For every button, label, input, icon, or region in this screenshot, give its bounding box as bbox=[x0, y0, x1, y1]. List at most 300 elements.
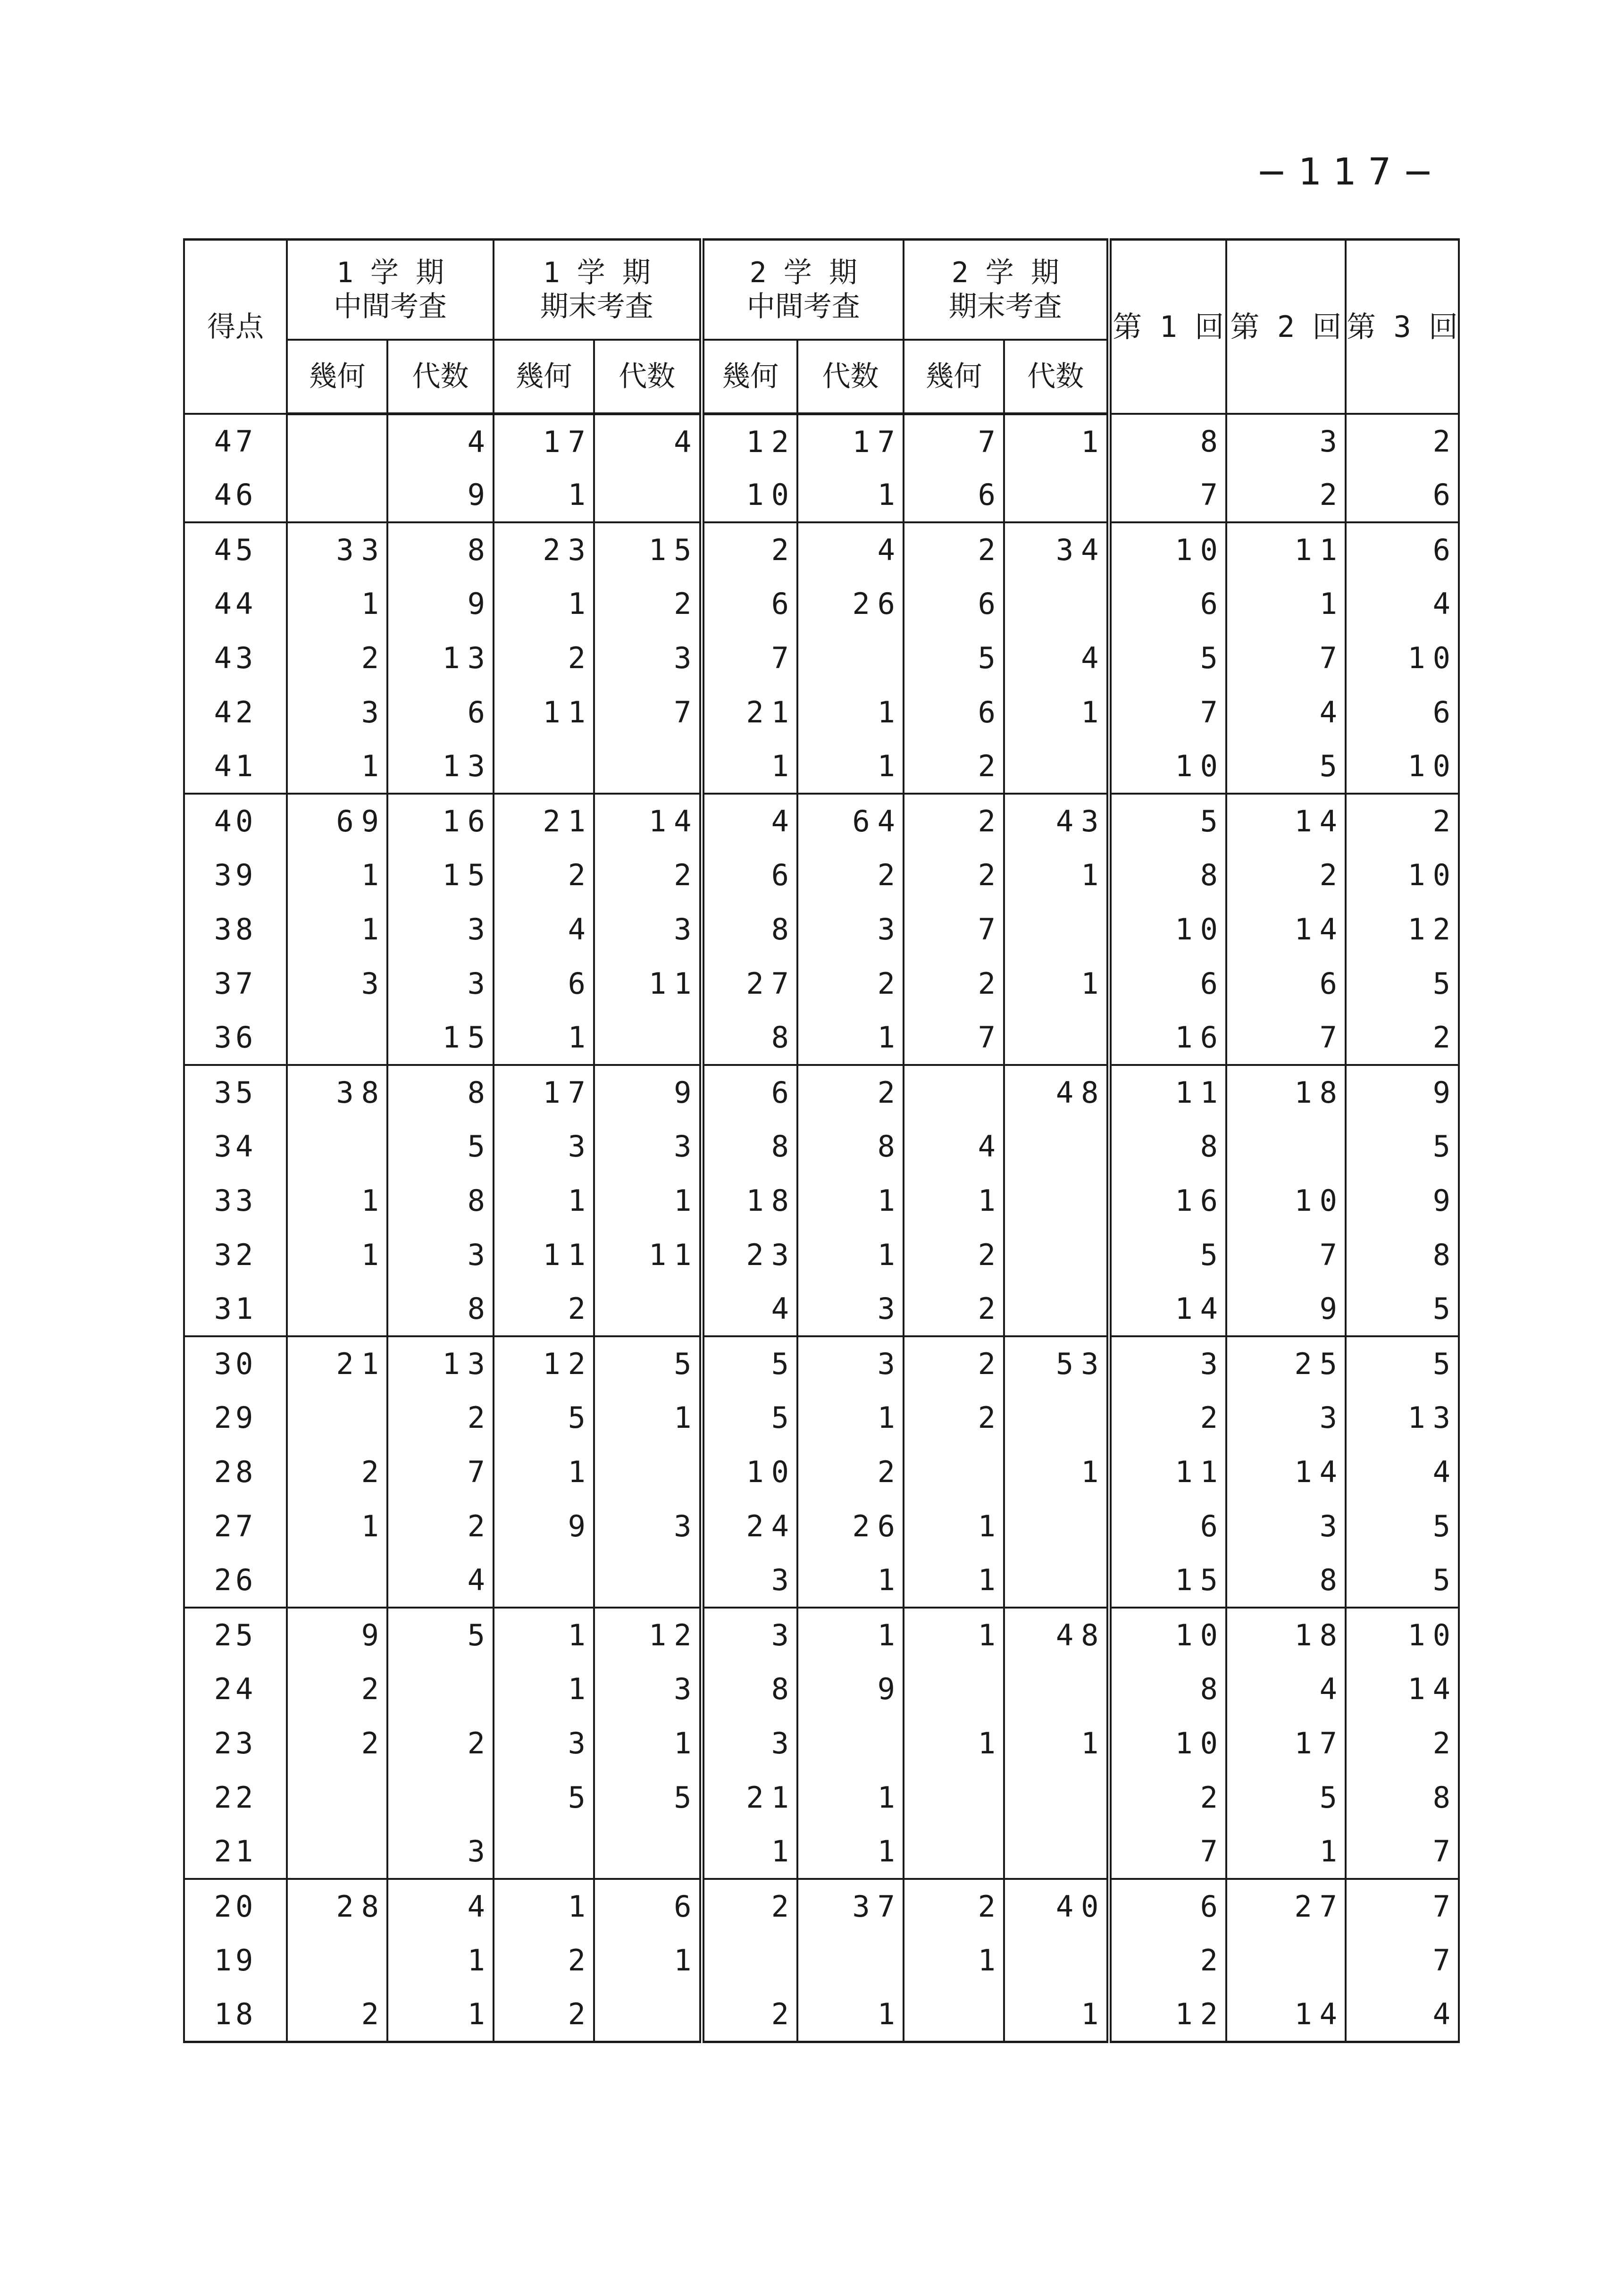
count-cell bbox=[387, 1662, 494, 1716]
count-cell: 1 bbox=[797, 1011, 904, 1065]
score-cell: 46 bbox=[184, 468, 287, 522]
table-row bbox=[184, 1445, 1459, 1499]
count-cell: 8 bbox=[1109, 848, 1226, 902]
count-cell: 5 bbox=[702, 1391, 797, 1445]
score-cell: 34 bbox=[184, 1119, 287, 1173]
count-cell: 4 bbox=[702, 1282, 797, 1336]
count-cell: 25 bbox=[1226, 1336, 1346, 1391]
count-cell: 10 bbox=[1346, 739, 1459, 794]
subject-header: 代数 bbox=[797, 340, 904, 414]
count-cell: 1 bbox=[494, 1879, 594, 1933]
term-header-line: 期末考査 bbox=[540, 290, 653, 323]
count-cell: 21 bbox=[494, 794, 594, 848]
table-row bbox=[184, 1662, 1459, 1716]
count-cell: 2 bbox=[1346, 1011, 1459, 1065]
count-cell: 10 bbox=[702, 468, 797, 522]
count-cell bbox=[287, 1282, 387, 1336]
count-cell bbox=[1004, 577, 1109, 631]
table-row bbox=[184, 522, 1459, 577]
count-cell: 21 bbox=[287, 1336, 387, 1391]
count-cell: 6 bbox=[1109, 577, 1226, 631]
count-cell: 1 bbox=[387, 1933, 494, 1987]
count-cell: 4 bbox=[387, 1553, 494, 1608]
count-cell bbox=[594, 1825, 702, 1879]
score-cell: 38 bbox=[184, 902, 287, 956]
count-cell bbox=[1226, 1933, 1346, 1987]
count-cell: 1 bbox=[797, 1987, 904, 2042]
count-cell: 1 bbox=[797, 468, 904, 522]
term-header-2 bbox=[494, 240, 702, 340]
score-cell: 44 bbox=[184, 577, 287, 631]
count-cell: 4 bbox=[904, 1119, 1004, 1173]
score-cell: 23 bbox=[184, 1716, 287, 1770]
count-cell: 1 bbox=[797, 1553, 904, 1608]
count-cell: 6 bbox=[1346, 685, 1459, 739]
count-cell: 9 bbox=[1226, 1282, 1346, 1336]
table-row bbox=[184, 794, 1459, 848]
count-cell: 4 bbox=[1346, 577, 1459, 631]
subject-header: 代数 bbox=[387, 340, 494, 414]
count-cell: 11 bbox=[1109, 1445, 1226, 1499]
count-cell: 1 bbox=[1004, 685, 1109, 739]
count-cell: 11 bbox=[594, 1228, 702, 1282]
count-cell bbox=[287, 414, 387, 468]
score-cell: 21 bbox=[184, 1825, 287, 1879]
count-cell: 14 bbox=[1226, 1445, 1346, 1499]
count-cell: 8 bbox=[387, 522, 494, 577]
count-cell bbox=[1004, 1553, 1109, 1608]
table-row bbox=[184, 1173, 1459, 1228]
subject-header: 幾何 bbox=[904, 340, 1004, 414]
count-cell: 5 bbox=[1346, 1553, 1459, 1608]
table-row bbox=[184, 956, 1459, 1011]
term-header-line: 1 学 期 bbox=[336, 256, 444, 289]
count-cell: 34 bbox=[1004, 522, 1109, 577]
count-cell bbox=[287, 1011, 387, 1065]
count-cell: 15 bbox=[387, 848, 494, 902]
count-cell: 1 bbox=[494, 577, 594, 631]
count-cell: 2 bbox=[1346, 794, 1459, 848]
count-cell bbox=[594, 468, 702, 522]
count-cell: 1 bbox=[1004, 1445, 1109, 1499]
count-cell: 1 bbox=[594, 1716, 702, 1770]
count-cell: 13 bbox=[387, 739, 494, 794]
count-cell: 2 bbox=[904, 522, 1004, 577]
count-cell: 2 bbox=[797, 1065, 904, 1119]
table-row bbox=[184, 1499, 1459, 1553]
count-cell: 5 bbox=[1346, 1282, 1459, 1336]
term-header-line: 1 学 期 bbox=[543, 256, 651, 289]
count-cell: 2 bbox=[1109, 1391, 1226, 1445]
score-cell: 39 bbox=[184, 848, 287, 902]
count-cell: 6 bbox=[904, 685, 1004, 739]
table-row bbox=[184, 577, 1459, 631]
count-cell: 5 bbox=[594, 1336, 702, 1391]
subject-header: 幾何 bbox=[702, 340, 797, 414]
count-cell bbox=[387, 1770, 494, 1825]
count-cell: 2 bbox=[904, 739, 1004, 794]
count-cell: 3 bbox=[702, 1608, 797, 1662]
count-cell bbox=[287, 1119, 387, 1173]
count-cell bbox=[904, 1825, 1004, 1879]
count-cell: 2 bbox=[387, 1499, 494, 1553]
count-cell: 5 bbox=[387, 1608, 494, 1662]
term-header-3 bbox=[702, 240, 904, 340]
count-cell: 6 bbox=[1109, 1499, 1226, 1553]
table-row bbox=[184, 848, 1459, 902]
count-cell: 1 bbox=[904, 1173, 1004, 1228]
count-cell: 10 bbox=[1109, 1716, 1226, 1770]
count-cell: 26 bbox=[797, 1499, 904, 1553]
count-cell: 2 bbox=[904, 956, 1004, 1011]
round-header-1: 第 1 回 bbox=[1109, 240, 1226, 414]
count-cell: 8 bbox=[702, 902, 797, 956]
count-cell: 15 bbox=[594, 522, 702, 577]
count-cell: 3 bbox=[797, 1282, 904, 1336]
score-cell: 47 bbox=[184, 414, 287, 468]
count-cell: 8 bbox=[1109, 414, 1226, 468]
table-row bbox=[184, 414, 1459, 468]
count-cell: 2 bbox=[904, 1391, 1004, 1445]
count-cell: 2 bbox=[494, 1987, 594, 2042]
count-cell: 6 bbox=[702, 848, 797, 902]
count-cell: 11 bbox=[494, 1228, 594, 1282]
score-cell: 22 bbox=[184, 1770, 287, 1825]
count-cell: 21 bbox=[702, 685, 797, 739]
count-cell: 3 bbox=[1109, 1336, 1226, 1391]
count-cell: 2 bbox=[904, 848, 1004, 902]
count-cell bbox=[1004, 1825, 1109, 1879]
count-cell: 5 bbox=[494, 1770, 594, 1825]
score-cell: 36 bbox=[184, 1011, 287, 1065]
count-cell: 12 bbox=[494, 1336, 594, 1391]
count-cell bbox=[287, 1391, 387, 1445]
table-row bbox=[184, 739, 1459, 794]
count-cell bbox=[287, 1933, 387, 1987]
count-cell: 8 bbox=[1109, 1119, 1226, 1173]
count-cell: 3 bbox=[1226, 414, 1346, 468]
count-cell: 2 bbox=[287, 1445, 387, 1499]
count-cell bbox=[904, 1445, 1004, 1499]
count-cell bbox=[494, 739, 594, 794]
count-cell: 6 bbox=[1109, 1879, 1226, 1933]
count-cell: 17 bbox=[494, 414, 594, 468]
count-cell: 6 bbox=[904, 577, 1004, 631]
count-cell bbox=[594, 1987, 702, 2042]
count-cell: 5 bbox=[1109, 794, 1226, 848]
count-cell: 1 bbox=[797, 739, 904, 794]
count-cell: 6 bbox=[904, 468, 1004, 522]
count-cell: 1 bbox=[494, 1173, 594, 1228]
count-cell: 2 bbox=[1346, 1716, 1459, 1770]
count-cell: 7 bbox=[1109, 685, 1226, 739]
count-cell bbox=[1004, 1282, 1109, 1336]
count-cell: 24 bbox=[702, 1499, 797, 1553]
table-body bbox=[184, 414, 1459, 2042]
score-cell: 32 bbox=[184, 1228, 287, 1282]
count-cell bbox=[1004, 1933, 1109, 1987]
count-cell bbox=[594, 1553, 702, 1608]
count-cell: 1 bbox=[904, 1499, 1004, 1553]
score-cell: 37 bbox=[184, 956, 287, 1011]
score-cell: 25 bbox=[184, 1608, 287, 1662]
count-cell: 1 bbox=[1004, 1987, 1109, 2042]
table-row bbox=[184, 1065, 1459, 1119]
table-row bbox=[184, 1282, 1459, 1336]
page-number: −117− bbox=[1256, 151, 1445, 193]
count-cell: 4 bbox=[1226, 1662, 1346, 1716]
count-cell: 6 bbox=[1109, 956, 1226, 1011]
count-cell: 48 bbox=[1004, 1608, 1109, 1662]
count-cell: 8 bbox=[702, 1662, 797, 1716]
count-cell: 7 bbox=[702, 631, 797, 685]
count-cell: 10 bbox=[1346, 848, 1459, 902]
count-cell: 7 bbox=[387, 1445, 494, 1499]
count-cell: 6 bbox=[1346, 468, 1459, 522]
count-cell: 14 bbox=[1346, 1662, 1459, 1716]
count-cell: 13 bbox=[1346, 1391, 1459, 1445]
term-header-4 bbox=[904, 240, 1109, 340]
count-cell: 48 bbox=[1004, 1065, 1109, 1119]
table-row bbox=[184, 1879, 1459, 1933]
count-cell: 4 bbox=[1004, 631, 1109, 685]
count-cell: 9 bbox=[494, 1499, 594, 1553]
count-cell: 28 bbox=[287, 1879, 387, 1933]
table-header bbox=[184, 240, 1459, 414]
count-cell: 1 bbox=[904, 1553, 1004, 1608]
score-cell: 31 bbox=[184, 1282, 287, 1336]
count-cell: 2 bbox=[494, 848, 594, 902]
count-cell: 17 bbox=[1226, 1716, 1346, 1770]
count-cell: 2 bbox=[1346, 414, 1459, 468]
count-cell: 3 bbox=[702, 1716, 797, 1770]
count-cell: 2 bbox=[387, 1391, 494, 1445]
count-cell bbox=[287, 1553, 387, 1608]
count-cell bbox=[1004, 1119, 1109, 1173]
count-cell: 5 bbox=[702, 1336, 797, 1391]
table-row bbox=[184, 631, 1459, 685]
count-cell: 2 bbox=[797, 956, 904, 1011]
count-cell: 3 bbox=[594, 1662, 702, 1716]
score-cell: 29 bbox=[184, 1391, 287, 1445]
count-cell bbox=[1004, 1499, 1109, 1553]
count-cell: 53 bbox=[1004, 1336, 1109, 1391]
table-row bbox=[184, 1825, 1459, 1879]
score-cell: 33 bbox=[184, 1173, 287, 1228]
subject-header: 幾何 bbox=[287, 340, 387, 414]
count-cell: 1 bbox=[494, 1011, 594, 1065]
score-cell: 42 bbox=[184, 685, 287, 739]
count-cell: 12 bbox=[1346, 902, 1459, 956]
count-cell bbox=[1004, 902, 1109, 956]
count-cell: 11 bbox=[1109, 1065, 1226, 1119]
table-row bbox=[184, 1770, 1459, 1825]
count-cell bbox=[797, 631, 904, 685]
count-cell: 2 bbox=[287, 1662, 387, 1716]
count-cell: 2 bbox=[287, 1987, 387, 2042]
count-cell: 10 bbox=[1346, 631, 1459, 685]
count-cell: 8 bbox=[797, 1119, 904, 1173]
count-cell: 2 bbox=[702, 1879, 797, 1933]
round-header-3: 第 3 回 bbox=[1346, 240, 1459, 414]
count-cell: 15 bbox=[1109, 1553, 1226, 1608]
count-cell: 2 bbox=[494, 1282, 594, 1336]
count-cell: 1 bbox=[494, 468, 594, 522]
count-cell: 3 bbox=[594, 631, 702, 685]
count-cell: 3 bbox=[702, 1553, 797, 1608]
table-row bbox=[184, 1119, 1459, 1173]
score-header: 得点 bbox=[184, 240, 287, 414]
count-cell: 2 bbox=[797, 1445, 904, 1499]
count-cell: 17 bbox=[797, 414, 904, 468]
count-cell: 9 bbox=[1346, 1065, 1459, 1119]
count-cell: 2 bbox=[904, 1228, 1004, 1282]
count-cell: 12 bbox=[594, 1608, 702, 1662]
count-cell: 7 bbox=[1346, 1933, 1459, 1987]
score-cell: 40 bbox=[184, 794, 287, 848]
table-row bbox=[184, 902, 1459, 956]
count-cell: 1 bbox=[494, 1662, 594, 1716]
count-cell: 12 bbox=[1109, 1987, 1226, 2042]
count-cell bbox=[287, 1770, 387, 1825]
count-cell: 3 bbox=[387, 956, 494, 1011]
count-cell: 2 bbox=[1109, 1770, 1226, 1825]
count-cell: 33 bbox=[287, 522, 387, 577]
count-cell: 8 bbox=[1226, 1553, 1346, 1608]
table-row bbox=[184, 468, 1459, 522]
count-cell: 7 bbox=[1109, 1825, 1226, 1879]
count-cell: 3 bbox=[1226, 1499, 1346, 1553]
term-header-line: 中間考査 bbox=[334, 290, 447, 323]
count-cell: 16 bbox=[387, 794, 494, 848]
count-cell: 9 bbox=[1346, 1173, 1459, 1228]
count-cell: 2 bbox=[1226, 468, 1346, 522]
count-cell: 5 bbox=[1346, 956, 1459, 1011]
count-cell: 6 bbox=[594, 1879, 702, 1933]
count-cell: 27 bbox=[702, 956, 797, 1011]
count-cell: 3 bbox=[1226, 1391, 1346, 1445]
count-cell: 2 bbox=[904, 1282, 1004, 1336]
table-row bbox=[184, 1608, 1459, 1662]
count-cell: 1 bbox=[797, 1228, 904, 1282]
count-cell: 37 bbox=[797, 1879, 904, 1933]
count-cell: 1 bbox=[797, 1770, 904, 1825]
count-cell: 1 bbox=[287, 577, 387, 631]
count-cell: 6 bbox=[1226, 956, 1346, 1011]
count-cell: 2 bbox=[904, 1336, 1004, 1391]
count-cell: 7 bbox=[1226, 1228, 1346, 1282]
count-cell: 23 bbox=[702, 1228, 797, 1282]
count-cell: 1 bbox=[702, 739, 797, 794]
count-cell: 5 bbox=[1226, 739, 1346, 794]
count-cell: 1 bbox=[494, 1445, 594, 1499]
count-cell bbox=[1004, 1173, 1109, 1228]
count-cell: 3 bbox=[494, 1716, 594, 1770]
table-row bbox=[184, 1716, 1459, 1770]
subject-header: 代数 bbox=[1004, 340, 1109, 414]
count-cell: 6 bbox=[1346, 522, 1459, 577]
count-cell: 2 bbox=[904, 794, 1004, 848]
count-cell: 4 bbox=[702, 794, 797, 848]
count-cell: 3 bbox=[594, 1499, 702, 1553]
count-cell: 4 bbox=[1346, 1445, 1459, 1499]
count-cell: 6 bbox=[494, 956, 594, 1011]
count-cell: 2 bbox=[494, 631, 594, 685]
count-cell bbox=[904, 1662, 1004, 1716]
count-cell: 1 bbox=[904, 1716, 1004, 1770]
count-cell: 1 bbox=[287, 848, 387, 902]
count-cell: 7 bbox=[1226, 631, 1346, 685]
count-cell bbox=[287, 1825, 387, 1879]
count-cell: 5 bbox=[1226, 1770, 1346, 1825]
count-cell: 4 bbox=[494, 902, 594, 956]
count-cell: 1 bbox=[702, 1825, 797, 1879]
count-cell bbox=[594, 1282, 702, 1336]
count-cell: 8 bbox=[1346, 1228, 1459, 1282]
score-cell: 20 bbox=[184, 1879, 287, 1933]
count-cell: 3 bbox=[494, 1119, 594, 1173]
count-cell: 9 bbox=[797, 1662, 904, 1716]
score-distribution-table-wrapper bbox=[183, 238, 1458, 2043]
count-cell bbox=[594, 739, 702, 794]
subject-header: 代数 bbox=[594, 340, 702, 414]
count-cell: 3 bbox=[797, 902, 904, 956]
count-cell bbox=[1004, 1770, 1109, 1825]
term-header-line: 期末考査 bbox=[948, 290, 1062, 323]
score-distribution-table bbox=[183, 238, 1460, 2043]
count-cell: 4 bbox=[594, 414, 702, 468]
count-cell: 7 bbox=[1226, 1011, 1346, 1065]
count-cell: 1 bbox=[287, 1499, 387, 1553]
count-cell: 16 bbox=[1109, 1173, 1226, 1228]
count-cell: 10 bbox=[1346, 1608, 1459, 1662]
count-cell: 2 bbox=[287, 1716, 387, 1770]
count-cell: 2 bbox=[702, 1987, 797, 2042]
score-cell: 24 bbox=[184, 1662, 287, 1716]
count-cell: 5 bbox=[1346, 1336, 1459, 1391]
count-cell: 4 bbox=[387, 1879, 494, 1933]
count-cell bbox=[904, 1770, 1004, 1825]
count-cell: 11 bbox=[594, 956, 702, 1011]
count-cell: 1 bbox=[1004, 956, 1109, 1011]
score-cell: 43 bbox=[184, 631, 287, 685]
count-cell: 8 bbox=[387, 1282, 494, 1336]
count-cell: 8 bbox=[702, 1119, 797, 1173]
count-cell: 12 bbox=[702, 414, 797, 468]
score-cell: 18 bbox=[184, 1987, 287, 2042]
count-cell: 8 bbox=[387, 1173, 494, 1228]
count-cell bbox=[1004, 1228, 1109, 1282]
count-cell: 18 bbox=[702, 1173, 797, 1228]
count-cell: 1 bbox=[797, 1608, 904, 1662]
count-cell: 9 bbox=[594, 1065, 702, 1119]
count-cell: 5 bbox=[1109, 1228, 1226, 1282]
count-cell: 23 bbox=[494, 522, 594, 577]
table-row bbox=[184, 1553, 1459, 1608]
count-cell: 40 bbox=[1004, 1879, 1109, 1933]
count-cell: 1 bbox=[287, 1228, 387, 1282]
count-cell: 6 bbox=[387, 685, 494, 739]
count-cell: 4 bbox=[1226, 685, 1346, 739]
count-cell: 14 bbox=[1226, 1987, 1346, 2042]
count-cell: 2 bbox=[594, 577, 702, 631]
count-cell: 1 bbox=[797, 1173, 904, 1228]
count-cell bbox=[287, 468, 387, 522]
round-header-2: 第 2 回 bbox=[1226, 240, 1346, 414]
count-cell: 14 bbox=[1226, 902, 1346, 956]
count-cell: 2 bbox=[494, 1933, 594, 1987]
count-cell: 4 bbox=[797, 522, 904, 577]
